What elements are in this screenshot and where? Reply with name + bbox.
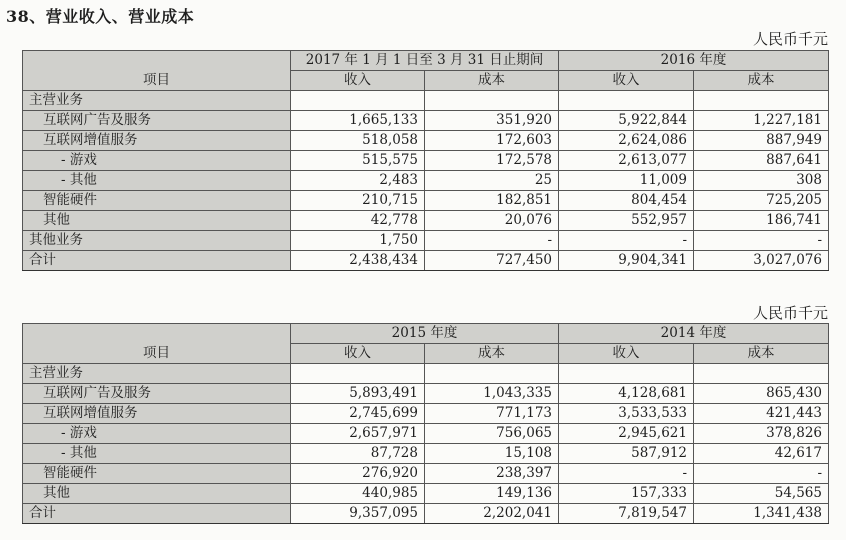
empty-cell	[425, 91, 559, 111]
total-row	[23, 251, 829, 271]
cost-cell: 756,065	[425, 424, 559, 444]
cost-cell: 887,641	[694, 151, 829, 171]
row-label: 其他业务	[23, 231, 291, 251]
revenue-cell: 4,128,681	[559, 384, 694, 404]
revenue-cell: 2,438,434	[291, 251, 425, 271]
revenue-cell: 87,728	[291, 444, 425, 464]
table-row	[23, 111, 829, 131]
table-row	[23, 231, 829, 251]
row-label: 主营业务	[23, 364, 291, 384]
revenue-cell: 5,893,491	[291, 384, 425, 404]
row-label: - 其他	[23, 444, 291, 464]
revenue-cost-table-2017-2016	[22, 50, 829, 271]
cost-cell: 887,949	[694, 131, 829, 151]
revenue-cell: 5,922,844	[559, 111, 694, 131]
revenue-column-header: 收入	[559, 344, 694, 364]
cost-cell: -	[694, 231, 829, 251]
cost-cell: 1,227,181	[694, 111, 829, 131]
revenue-cell: -	[559, 464, 694, 484]
revenue-column-header: 收入	[291, 344, 425, 364]
cost-cell: 186,741	[694, 211, 829, 231]
revenue-cell: 1,750	[291, 231, 425, 251]
cost-column-header: 成本	[694, 71, 829, 91]
cost-cell: 865,430	[694, 384, 829, 404]
table-row	[23, 464, 829, 484]
table-row	[23, 404, 829, 424]
currency-unit-label: 人民币千元	[752, 30, 828, 48]
revenue-cell: 2,657,971	[291, 424, 425, 444]
cost-cell: 1,043,335	[425, 384, 559, 404]
revenue-cell: 276,920	[291, 464, 425, 484]
row-label: 互联网广告及服务	[23, 111, 291, 131]
cost-cell: -	[694, 464, 829, 484]
table-row	[23, 384, 829, 404]
cost-column-header: 成本	[425, 344, 559, 364]
revenue-cell: 1,665,133	[291, 111, 425, 131]
revenue-cell: 2,945,621	[559, 424, 694, 444]
cost-cell: 727,450	[425, 251, 559, 271]
table-row	[23, 91, 829, 111]
cost-cell: 149,136	[425, 484, 559, 504]
revenue-cell: 2,624,086	[559, 131, 694, 151]
revenue-cell: 2,745,699	[291, 404, 425, 424]
currency-unit-label: 人民币千元	[752, 304, 828, 322]
empty-cell	[425, 364, 559, 384]
empty-cell	[291, 91, 425, 111]
revenue-column-header: 收入	[559, 71, 694, 91]
table-row	[23, 364, 829, 384]
table-row	[23, 191, 829, 211]
table-row	[23, 444, 829, 464]
revenue-cell: 11,009	[559, 171, 694, 191]
table-row	[23, 424, 829, 444]
revenue-cell: 9,357,095	[291, 504, 425, 524]
revenue-column-header: 收入	[291, 71, 425, 91]
section-title: 38、营业收入、营业成本	[6, 7, 195, 26]
revenue-cost-table-2015-2014	[22, 323, 829, 524]
cost-cell: 378,826	[694, 424, 829, 444]
revenue-cell: 440,985	[291, 484, 425, 504]
revenue-cell: 518,058	[291, 131, 425, 151]
cost-cell: 42,617	[694, 444, 829, 464]
row-label: 互联网增值服务	[23, 404, 291, 424]
revenue-cell: 157,333	[559, 484, 694, 504]
cost-cell: 182,851	[425, 191, 559, 211]
cost-cell: 20,076	[425, 211, 559, 231]
table-row	[23, 484, 829, 504]
row-label: 合计	[23, 251, 291, 271]
revenue-cell: 552,957	[559, 211, 694, 231]
revenue-cell: 9,904,341	[559, 251, 694, 271]
cost-cell: 1,341,438	[694, 504, 829, 524]
cost-cell: 3,027,076	[694, 251, 829, 271]
total-row	[23, 504, 829, 524]
row-label: - 游戏	[23, 424, 291, 444]
empty-cell	[694, 91, 829, 111]
cost-cell: 308	[694, 171, 829, 191]
table-row	[23, 131, 829, 151]
empty-cell	[559, 91, 694, 111]
empty-cell	[559, 364, 694, 384]
period-header-2015: 2015 年度	[291, 324, 559, 344]
cost-cell: 421,443	[694, 404, 829, 424]
row-label: 智能硬件	[23, 191, 291, 211]
revenue-cell: 804,454	[559, 191, 694, 211]
revenue-cell: 210,715	[291, 191, 425, 211]
period-header-2016: 2016 年度	[559, 51, 829, 71]
revenue-cell: 2,613,077	[559, 151, 694, 171]
cost-cell: -	[425, 231, 559, 251]
item-header: 项目	[23, 324, 291, 364]
cost-cell: 15,108	[425, 444, 559, 464]
row-label: - 其他	[23, 171, 291, 191]
revenue-cell: -	[559, 231, 694, 251]
cost-cell: 54,565	[694, 484, 829, 504]
cost-column-header: 成本	[425, 71, 559, 91]
table-row	[23, 171, 829, 191]
row-label: 其他	[23, 211, 291, 231]
table-row	[23, 151, 829, 171]
cost-cell: 725,205	[694, 191, 829, 211]
cost-cell: 172,603	[425, 131, 559, 151]
revenue-cell: 587,912	[559, 444, 694, 464]
cost-cell: 238,397	[425, 464, 559, 484]
row-label: 合计	[23, 504, 291, 524]
row-label: 互联网广告及服务	[23, 384, 291, 404]
cost-cell: 25	[425, 171, 559, 191]
row-label: 主营业务	[23, 91, 291, 111]
revenue-cell: 42,778	[291, 211, 425, 231]
cost-column-header: 成本	[694, 344, 829, 364]
revenue-cell: 3,533,533	[559, 404, 694, 424]
cost-cell: 351,920	[425, 111, 559, 131]
row-label: 互联网增值服务	[23, 131, 291, 151]
revenue-cell: 2,483	[291, 171, 425, 191]
item-header: 项目	[23, 51, 291, 91]
cost-cell: 2,202,041	[425, 504, 559, 524]
table-row	[23, 211, 829, 231]
period-header-2014: 2014 年度	[559, 324, 829, 344]
empty-cell	[694, 364, 829, 384]
row-label: 智能硬件	[23, 464, 291, 484]
cost-cell: 771,173	[425, 404, 559, 424]
cost-cell: 172,578	[425, 151, 559, 171]
period-header-2017q1: 2017 年 1 月 1 日至 3 月 31 日止期间	[291, 51, 559, 71]
revenue-cell: 7,819,547	[559, 504, 694, 524]
row-label: 其他	[23, 484, 291, 504]
empty-cell	[291, 364, 425, 384]
row-label: - 游戏	[23, 151, 291, 171]
revenue-cell: 515,575	[291, 151, 425, 171]
